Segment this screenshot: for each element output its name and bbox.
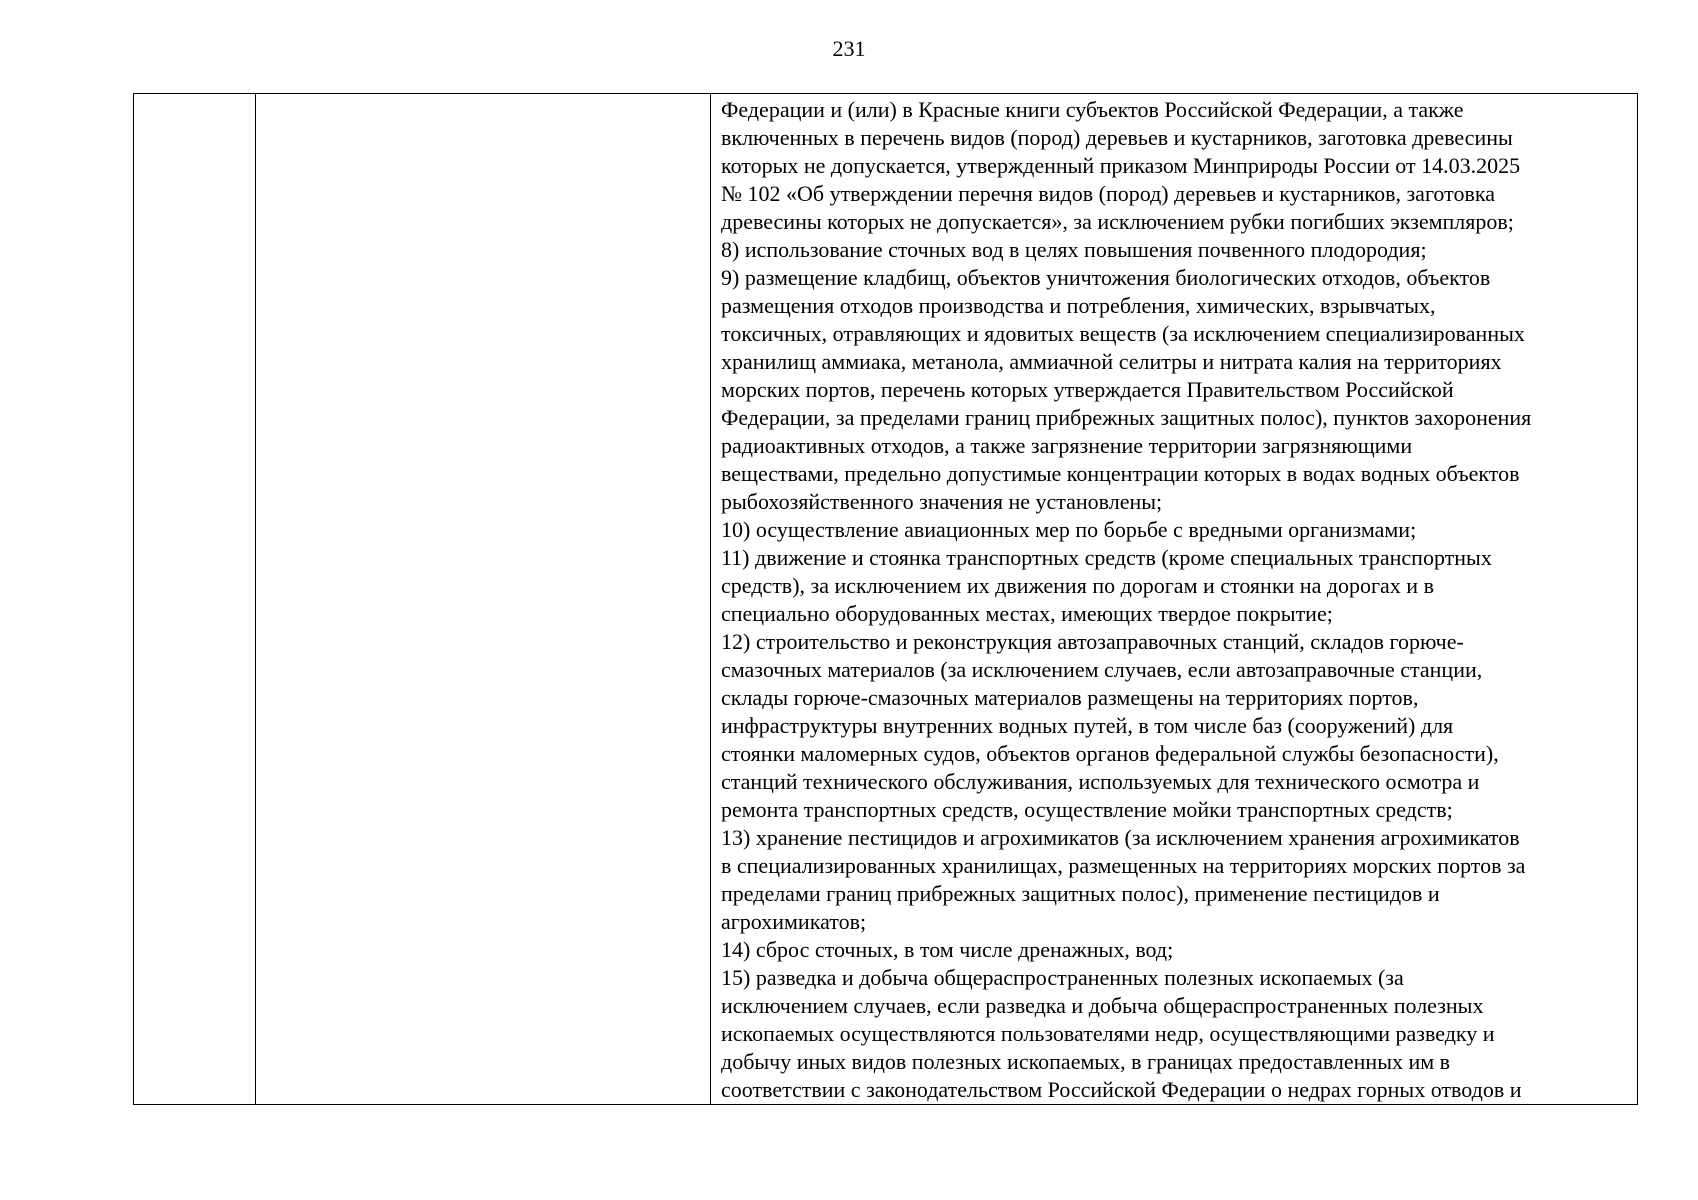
text-line: смазочных материалов (за исключением случаев, если автозаправочные станции, xyxy=(721,657,1483,682)
text-line: № 102 «Об утверждении перечня видов (пород) деревьев и кустарников, заготовка xyxy=(721,181,1495,206)
text-line: 8) использование сточных вод в целях повышения почвенного плодородия; xyxy=(721,237,1427,262)
text-line: станций технического обслуживания, используемых для технического осмотра и xyxy=(721,769,1480,794)
table-cell-name xyxy=(256,94,711,1105)
text-line: в специализированных хранилищах, размещенных на территориях морских портов за xyxy=(721,853,1526,878)
text-line: морских портов, перечень которых утверждается Правительством Российской xyxy=(721,377,1454,402)
text-line: 11) движение и стоянка транспортных средств (кроме специальных транспортных xyxy=(721,545,1492,570)
text-line: ископаемых осуществляются пользователями недр, осуществляющими разведку и xyxy=(721,1021,1495,1046)
page-number: 231 xyxy=(832,36,866,61)
text-line: стоянки маломерных судов, объектов органов федеральной службы безопасности), xyxy=(721,741,1499,766)
text-line: 12) строительство и реконструкция автозаправочных станций, складов горюче- xyxy=(721,629,1464,654)
text-line: размещения отходов производства и потребления, химических, взрывчатых, xyxy=(721,293,1436,318)
text-line: веществами, предельно допустимые концентрации которых в водах водных объектов xyxy=(721,461,1520,486)
text-line: соответствии с законодательством Российской Федерации о недрах горных отводов и xyxy=(721,1077,1522,1102)
text-line: 15) разведка и добыча общераспространенных полезных ископаемых (за xyxy=(721,965,1404,990)
text-line: пределами границ прибрежных защитных полос), применение пестицидов и xyxy=(721,881,1440,906)
text-line: склады горюче-смазочных материалов размещены на территориях портов, xyxy=(721,685,1419,710)
text-line: которых не допускается, утвержденный приказом Минприроды России от 14.03.2025 xyxy=(721,153,1521,178)
text-line: средств), за исключением их движения по дорогам и стоянки на дорогах и в xyxy=(721,573,1434,598)
text-line: Федерации и (или) в Красные книги субъектов Российской Федерации, а также xyxy=(721,97,1464,122)
text-line: радиоактивных отходов, а также загрязнение территории загрязняющими xyxy=(721,433,1413,458)
text-line: Федерации, за пределами границ прибрежных защитных полос), пунктов захоронения xyxy=(721,405,1532,430)
text-line: 13) хранение пестицидов и агрохимикатов (за исключением хранения агрохимикатов xyxy=(721,825,1520,850)
text-line: агрохимикатов; xyxy=(721,909,867,934)
text-line: добычу иных видов полезных ископаемых, в границах предоставленных им в xyxy=(721,1049,1451,1074)
text-line: древесины которых не допускается», за исключением рубки погибших экземпляров; xyxy=(721,209,1514,234)
text-line: токсичных, отравляющих и ядовитых веществ (за исключением специализированных xyxy=(721,321,1525,346)
text-line: инфраструктуры внутренних водных путей, в том числе баз (сооружений) для xyxy=(721,713,1454,738)
table-cell-number xyxy=(134,94,256,1105)
text-line: включенных в перечень видов (пород) деревьев и кустарников, заготовка древесины xyxy=(721,125,1513,150)
text-line: 14) сброс сточных, в том числе дренажных, вод; xyxy=(721,937,1174,962)
text-line: 10) осуществление авиационных мер по борьбе с вредными организмами; xyxy=(721,517,1417,542)
document-table xyxy=(133,93,1638,1105)
text-line: ремонта транспортных средств, осуществление мойки транспортных средств; xyxy=(721,797,1453,822)
table-cell-restrictions xyxy=(711,94,1638,1105)
text-line: рыбохозяйственного значения не установлены; xyxy=(721,489,1163,514)
text-line: 9) размещение кладбищ, объектов уничтожения биологических отходов, объектов xyxy=(721,265,1491,290)
text-line: хранилищ аммиака, метанола, аммиачной селитры и нитрата калия на территориях xyxy=(721,349,1502,374)
table-row xyxy=(134,94,1638,1105)
text-line: специально оборудованных местах, имеющих твердое покрытие; xyxy=(721,601,1333,626)
text-line: исключением случаев, если разведка и добыча общераспространенных полезных xyxy=(721,993,1484,1018)
